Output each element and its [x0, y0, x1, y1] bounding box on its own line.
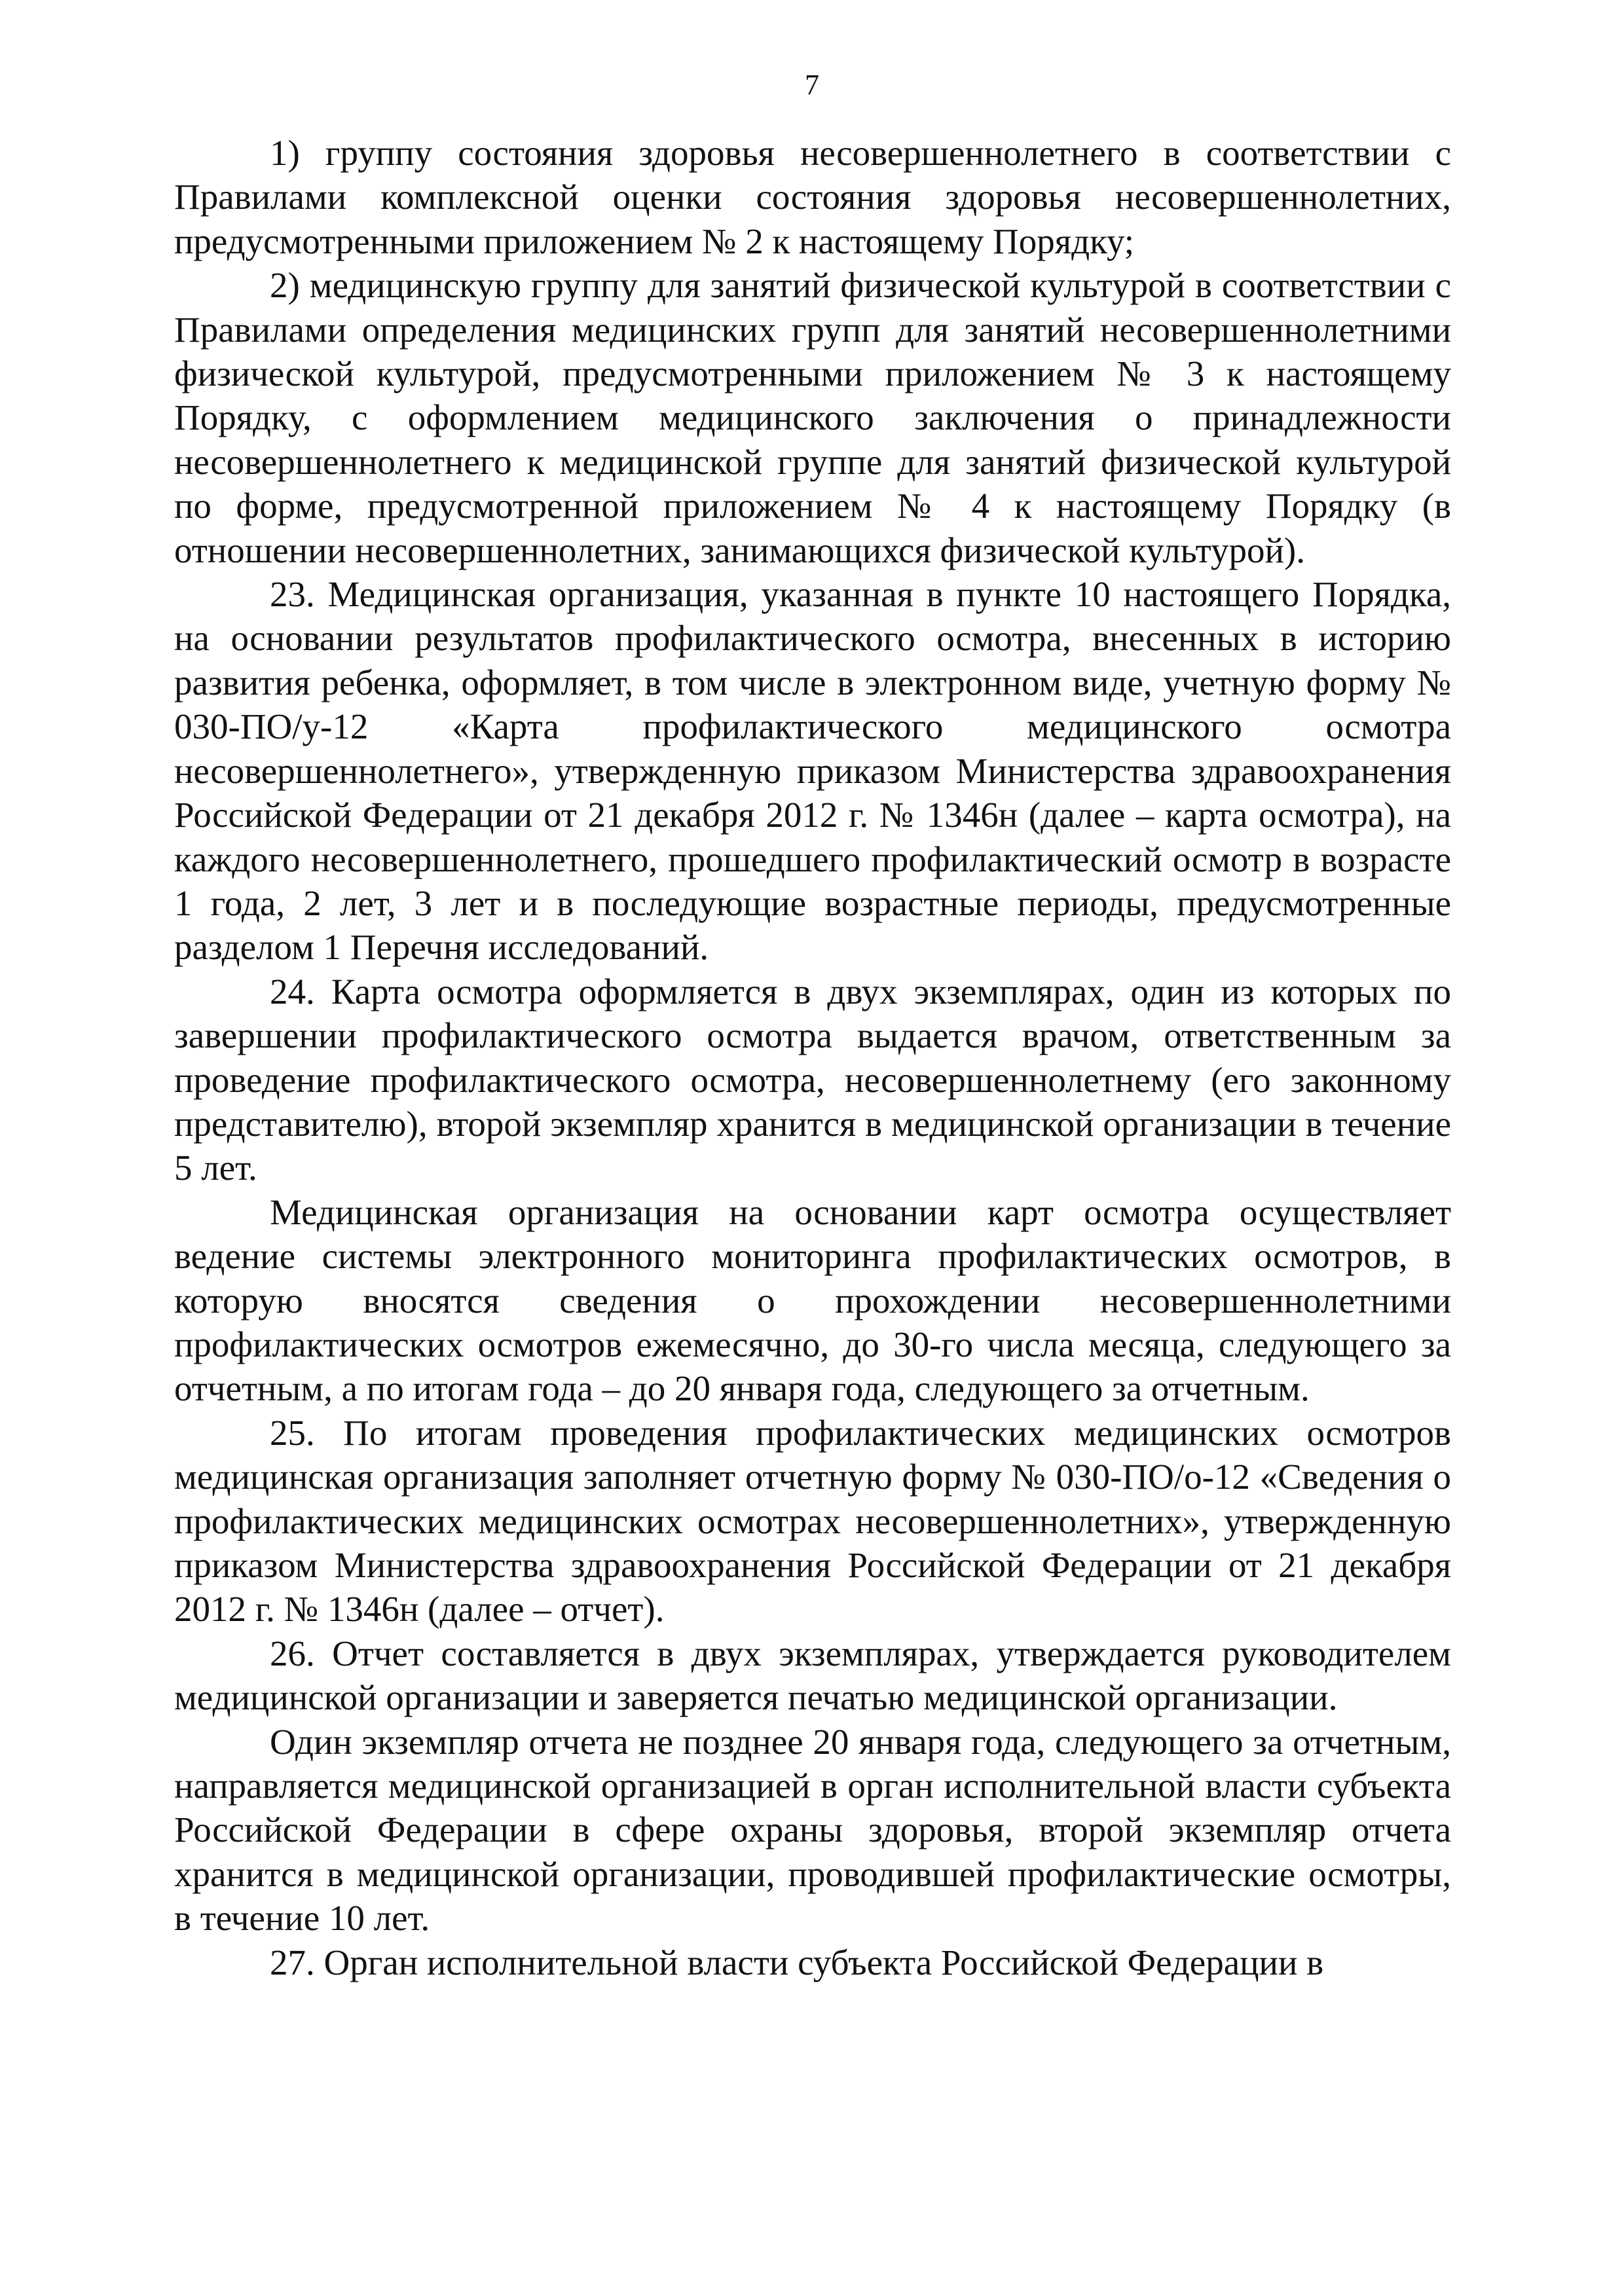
- paragraph-monitoring-system: Медицинская организация на основании карт осмотра осуществляет ведение системы электронного мониторинга профилактических осмотров, в которую вносятся сведения о прохождении несовершеннолетними профилактических осмотров ежемесячно, до 30-го числа месяца, следующего за отчетным, а по итогам года – до 20 января года, следующего за отчетным.: [174, 1192, 1451, 1409]
- page-number: 7: [805, 69, 819, 101]
- paragraph-clause-25: 25. По итогам проведения профилактических медицинских осмотров медицинская организация заполняет отчетную форму № 030-ПО/о-12 «Сведения о профилактических медицинских осмотрах несовершеннолетних», утвержденную приказом Министерства здравоохранения Российской Федерации от 21 декабря 2012 г. № 1346н (далее – отчет).: [174, 1412, 1451, 1630]
- paragraph-clause-23: 23. Медицинская организация, указанная в пункте 10 настоящего Порядка, на основании результатов профилактического осмотра, внесенных в историю развития ребенка, оформляет, в том числе в электронном виде, учетную форму № 030-ПО/у-12 «Карта профилактического медицинского осмотра несовершеннолетнего», утвержденную приказом Министерства здравоохранения Российской Федерации от 21 декабря 2012 г. № 1346н (далее – карта осмотра), на каждого несовершеннолетнего, прошедшего профилактический осмотр в возрасте 1 года, 2 лет, 3 лет и в последующие возрастные периоды, предусмотренные разделом 1 Перечня исследований.: [174, 574, 1451, 968]
- paragraph-clause-26: 26. Отчет составляется в двух экземплярах, утверждается руководителем медицинской организации и заверяется печатью медицинской организации.: [174, 1633, 1451, 1718]
- paragraph-item-1-health-group: 1) группу состояния здоровья несовершеннолетнего в соответствии с Правилами комплексной оценки состояния здоровья несовершеннолетних, предусмотренными приложением № 2 к настоящему Порядку;: [174, 133, 1451, 261]
- document-body: [174, 131, 1451, 1984]
- paragraph-clause-27: 27. Орган исполнительной власти субъекта Российской Федерации в: [270, 1942, 1324, 1982]
- paragraph-clause-24: 24. Карта осмотра оформляется в двух экземплярах, один из которых по завершении профилактического осмотра выдается врачом, ответственным за проведение профилактического осмотра, несовершеннолетнему (его законному представителю), второй экземпляр хранится в медицинской организации в течение 5 лет.: [174, 971, 1451, 1188]
- paragraph-report-copy: Один экземпляр отчета не позднее 20 января года, следующего за отчетным, направляется медицинской организацией в орган исполнительной власти субъекта Российской Федерации в сфере охраны здоровья, второй экземпляр отчета хранится в медицинской организации, проводившей профилактические осмотры, в течение 10 лет.: [174, 1721, 1451, 1939]
- paragraph-item-2-medical-group: 2) медицинскую группу для занятий физической культурой в соответствии с Правилами определения медицинских групп для занятий несовершеннолетними физической культурой, предусмотренными приложением № 3 к настоящему Порядку, с оформлением медицинского заключения о принадлежности несовершеннолетнего к медицинской группе для занятий физической культурой по форме, предусмотренной приложением № 4 к настоящему Порядку (в отношении несовершеннолетних, занимающихся физической культурой).: [174, 265, 1451, 570]
